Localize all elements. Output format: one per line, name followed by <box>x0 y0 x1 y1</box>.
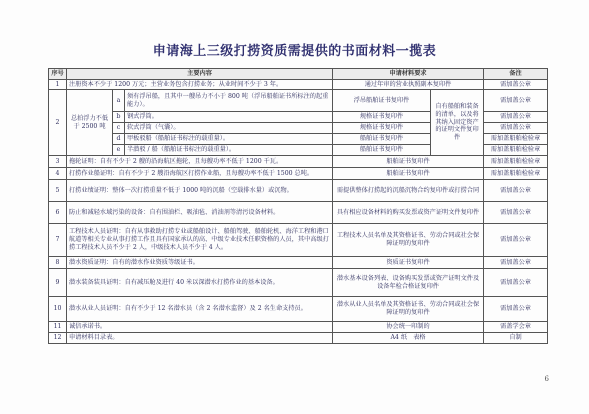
table-row <box>49 90 548 112</box>
sub-key: a <box>113 90 125 112</box>
table-row <box>49 80 548 90</box>
row-content: 潜水从业人员证明：自有不少于 12 名潜水员（含 2 名潜水监督）及 2 名生命支持员。 <box>67 297 333 322</box>
row-remark: 需加盖船舶检验章 <box>484 168 548 180</box>
header-content: 主要内容 <box>67 69 333 80</box>
row-content: 申请材料目录表。 <box>67 333 333 344</box>
sub-remark: 需加盖公章 <box>484 123 548 134</box>
sub-remark: 需加盖公章 <box>484 112 548 123</box>
row-no: 3 <box>49 156 67 168</box>
document-title: 申请海上三级打捞资质需提供的书面材料一揽表 <box>152 44 437 59</box>
table-row <box>49 297 548 322</box>
table-row <box>49 333 548 344</box>
sub-requirement: 浮吊船舶证书复印件 <box>333 90 431 112</box>
row-requirement: 潜水基本设备列表、设备购买发票或资产证明文件及设备年检合格证复印件 <box>333 269 484 297</box>
sub-key: c <box>113 123 125 134</box>
row-remark: 需加盖公章 <box>484 224 548 257</box>
row-requirement: 资质证书复印件 <box>333 257 484 269</box>
sub-content: 甲板驳船（船舶证书标注的载重量）。 <box>125 134 333 145</box>
row-content: 打捞作业船证明：自有不少于 2 艘沿海航区打捞作业船，且每艘功率不低于 1500 总吨。 <box>67 168 333 180</box>
table-row <box>49 269 548 297</box>
sub-remark: 需加盖船舶检验章 <box>484 134 548 145</box>
table-row <box>49 156 548 168</box>
row-requirement: A4 纸 表格 <box>333 333 484 344</box>
row-requirement: 工程技术人员名单及其资格证书、劳动合同或社会保障证明的复印件 <box>333 224 484 257</box>
row-no: 12 <box>49 333 67 344</box>
row-remark: 需加盖公章 <box>484 80 548 90</box>
row-remark: 需加盖公章 <box>484 269 548 297</box>
row-remark: 自制 <box>484 333 548 344</box>
row-no: 7 <box>49 224 67 257</box>
row-content: 潜水资质证明：自有的潜水作业资质等级证书。 <box>67 257 333 269</box>
row-requirement: 船舶证书复印件 <box>333 168 484 180</box>
row-no: 6 <box>49 202 67 224</box>
row-no: 9 <box>49 269 67 297</box>
row-no: 11 <box>49 322 67 333</box>
row-requirement: 船舶证书复印件 <box>333 156 484 168</box>
row-requirement: 通过年审的营业执照副本复印件 <box>333 80 484 90</box>
sub-content: 须有浮吊船，且其中一艘吊力不小于 800 吨（浮吊船舶证书所标注的起重能力）。 <box>125 90 333 112</box>
row-remark: 需加盖船舶检验章 <box>484 156 548 168</box>
row-requirement: 潜水从业人员名单及其资格证书、劳动合同或社会保障证明的复印件 <box>333 297 484 322</box>
sub-content: 软式浮筒（气囊）。 <box>125 123 333 134</box>
sub-key: b <box>113 112 125 123</box>
row-no: 4 <box>49 168 67 180</box>
table-header-row <box>49 69 548 80</box>
page-number: 6 <box>544 375 549 383</box>
row-content: 防止和减轻水域污染的设备：自有围油栏、吸油毡、消油剂等清污设备材料。 <box>67 202 333 224</box>
row-content: 拖轮证明：自有不少于 2 艘的沿海航区拖轮，且每艘功率不低于 1200 千瓦。 <box>67 156 333 168</box>
row-main-content: 总拍浮力不低于 2500 吨 <box>67 90 113 156</box>
sub-content: 钢式浮筒。 <box>125 112 333 123</box>
sub-remark: 需加盖公章 <box>484 90 548 112</box>
sub-requirement: 规格证书复印件 <box>333 123 431 134</box>
row-content: 注册资本不少于 1200 万元；主营业务包含打捞业务；从业时间不少于 3 年。 <box>67 80 333 90</box>
sub-content: 半潜驳 / 船（船舶证书标注的载重量）。 <box>125 145 333 156</box>
sub-requirement: 船舶证书复印件 <box>333 145 431 156</box>
materials-table <box>48 68 548 344</box>
row-no: 10 <box>49 297 67 322</box>
sub-key: e <box>113 145 125 156</box>
row-no: 5 <box>49 180 67 202</box>
header-requirement: 申请材料要求 <box>333 69 484 80</box>
table-row <box>49 202 548 224</box>
table-row <box>49 224 548 257</box>
sub-requirement: 规格证书复印件 <box>333 112 431 123</box>
sub-requirement: 船舶证书复印件 <box>333 134 431 145</box>
table-row <box>49 257 548 269</box>
row-remark: 需加盖公章 <box>484 202 548 224</box>
sub-key: d <box>113 134 125 145</box>
row-remark: 需盖学会章 <box>484 322 548 333</box>
row-content: 工程技术人员证明：自有从事救助打捞专业或船舶设计、船舶驾驶、船舶轮机、海洋工程和港口航道等相关专业从事打捞工作且具有国家承认的高、中级专业技术任职资格的人员，其中高级打捞工程技术人员不少于 2 人，中级技术人员不少于 4 人。 <box>67 224 333 257</box>
row-remark: 需加盖公章 <box>484 180 548 202</box>
row-no: 1 <box>49 80 67 90</box>
row-requirement: 需提供整体打捞起的沉船沉物合约复印件或打捞合同 <box>333 180 484 202</box>
sub-remark: 需加盖船舶检验章 <box>484 145 548 156</box>
header-remark: 备注 <box>484 69 548 80</box>
table-row <box>49 180 548 202</box>
row-no: 8 <box>49 257 67 269</box>
shared-requirement: 自有船舶和装备的清单，以及将其纳入固定资产的证明文件复印件 <box>431 90 484 156</box>
row-remark: 需加盖公章 <box>484 297 548 322</box>
row-no: 2 <box>49 90 67 156</box>
row-content: 打捞业绩证明：整体一次打捞重量不低于 1000 吨的沉船（空载排水量）或沉物。 <box>67 180 333 202</box>
row-remark: 需加盖公章 <box>484 257 548 269</box>
row-requirement: 协会统一印制的 <box>333 322 484 333</box>
row-requirement: 具有相应设备材料的购买发票或资产证明文件复印件 <box>333 202 484 224</box>
table-row <box>49 322 548 333</box>
row-content: 潜水装备装具证明：自有减压舱及进行 40 米以深潜水打捞作业的基本设备。 <box>67 269 333 297</box>
table-row <box>49 168 548 180</box>
header-no: 序号 <box>49 69 67 80</box>
row-content: 诚信承诺书。 <box>67 322 333 333</box>
